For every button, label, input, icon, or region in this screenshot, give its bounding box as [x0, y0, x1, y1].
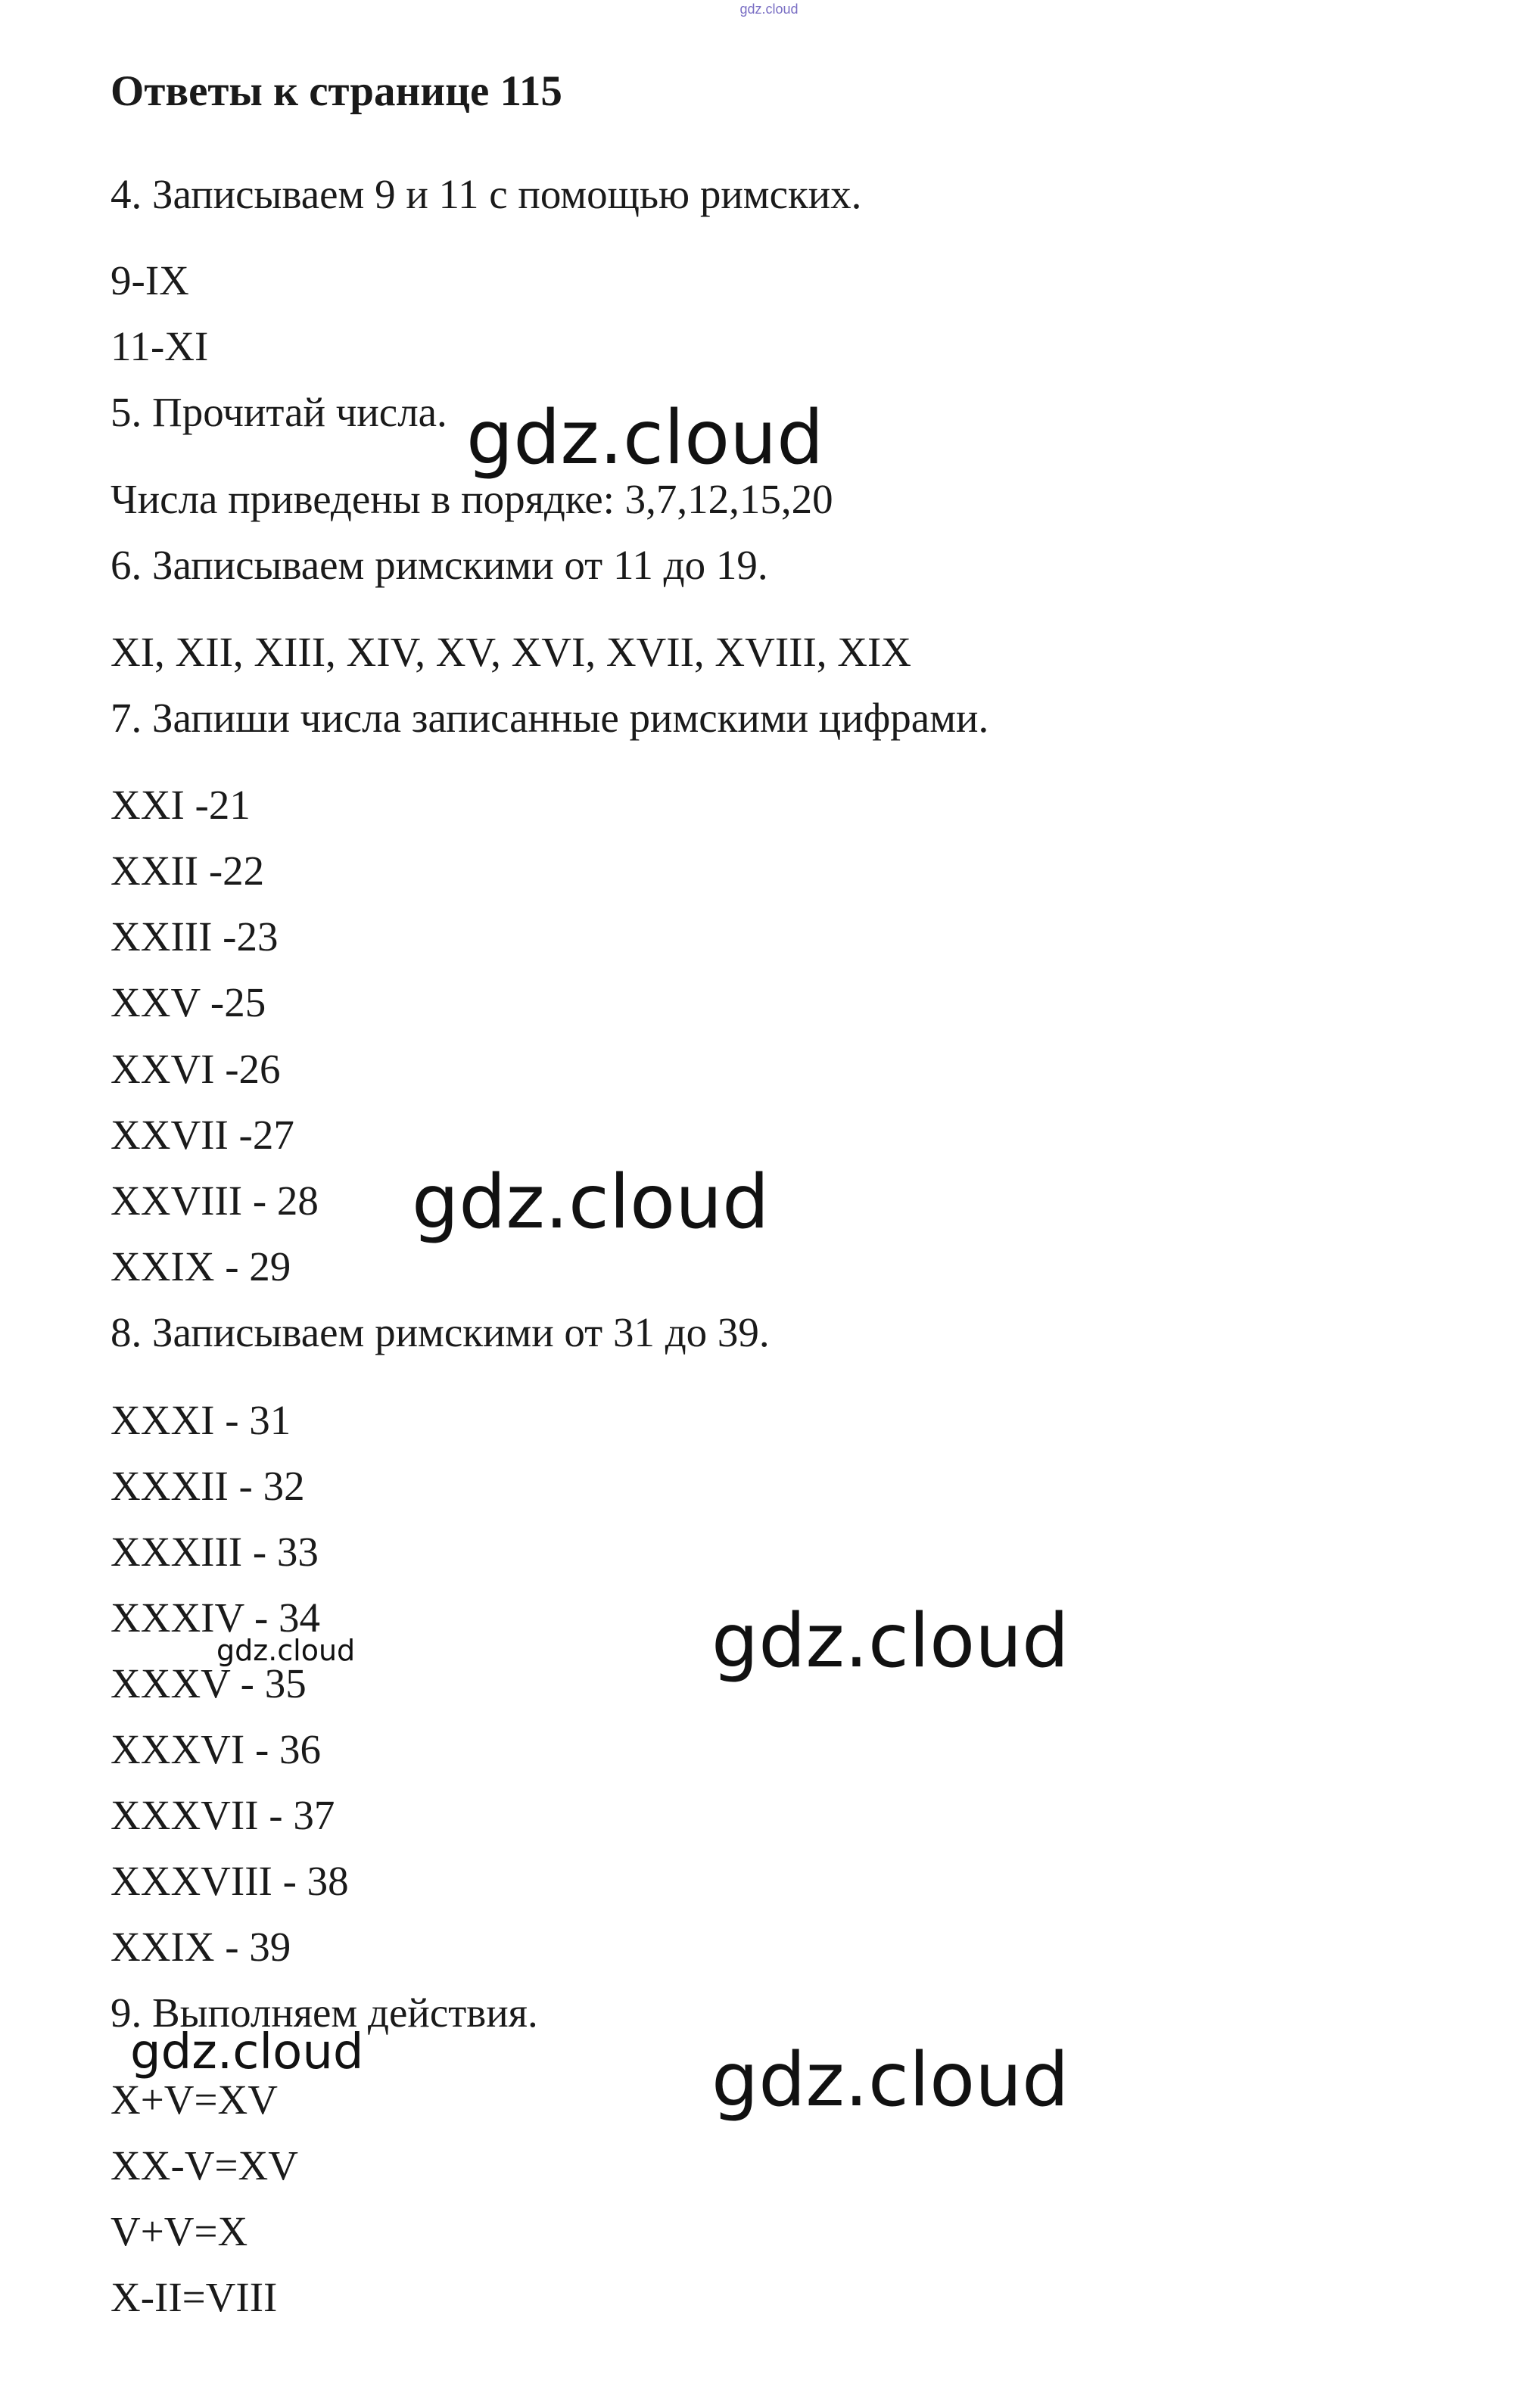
- watermark: gdz.cloud: [130, 2024, 364, 2080]
- answer-line: Числа приведены в порядке: 3,7,12,15,20: [111, 476, 833, 522]
- watermark: gdz.cloud: [711, 2037, 1069, 2123]
- answer-line: XXXVII - 37: [111, 1792, 335, 1838]
- answer-line: XXXIV - 34: [111, 1594, 321, 1641]
- answer-line: XXVII -27: [111, 1112, 294, 1158]
- task-6-heading: 6. Записываем римскими от 11 до 19.: [111, 542, 768, 588]
- answer-line: 9-IX: [111, 257, 189, 303]
- answer-line: XXXVI - 36: [111, 1726, 322, 1772]
- answer-line: X-II=VIII: [111, 2274, 278, 2320]
- task-9-heading: 9. Выполняем действия.: [111, 1990, 538, 2036]
- answer-line: XXVIII - 28: [111, 1178, 319, 1224]
- answer-line: XI, XII, XIII, XIV, XV, XVI, XVII, XVIII, XIX: [111, 629, 912, 675]
- watermark: gdz.cloud: [412, 1159, 770, 1246]
- answer-line: XXIX - 39: [111, 1924, 291, 1970]
- answer-line: XXVI -26: [111, 1046, 281, 1092]
- answer-line: XXXV - 35: [111, 1660, 307, 1706]
- task-4-heading: 4. Записываем 9 и 11 с помощью римских.: [111, 171, 862, 217]
- answer-line: XXXII - 32: [111, 1463, 305, 1509]
- answer-line: XXXI - 31: [111, 1397, 291, 1443]
- watermark: gdz.cloud: [711, 1598, 1069, 1685]
- answer-line: XXV -25: [111, 979, 266, 1025]
- watermark: gdz.cloud: [216, 1634, 356, 1667]
- answer-line: 11-XI: [111, 323, 209, 369]
- answer-line: XXXVIII - 38: [111, 1858, 349, 1904]
- answer-line: XX-V=XV: [111, 2142, 298, 2189]
- header-watermark: gdz.cloud: [739, 2, 799, 17]
- answer-line: XXIX - 29: [111, 1243, 291, 1290]
- answer-line: XXIII -23: [111, 913, 279, 960]
- task-8-heading: 8. Записываем римскими от 31 до 39.: [111, 1309, 770, 1355]
- watermark: gdz.cloud: [466, 395, 824, 481]
- answer-line: X+V=XV: [111, 2077, 278, 2123]
- task-7-heading: 7. Запиши числа записанные римскими цифрами.: [111, 695, 989, 741]
- answer-line: XXI -21: [111, 782, 251, 828]
- answer-line: XXII -22: [111, 848, 265, 894]
- answer-line: XXXIII - 33: [111, 1529, 319, 1575]
- answer-line: V+V=X: [111, 2208, 248, 2254]
- task-5-heading: 5. Прочитай числа.: [111, 389, 447, 435]
- page-title: Ответы к странице 115: [111, 67, 562, 115]
